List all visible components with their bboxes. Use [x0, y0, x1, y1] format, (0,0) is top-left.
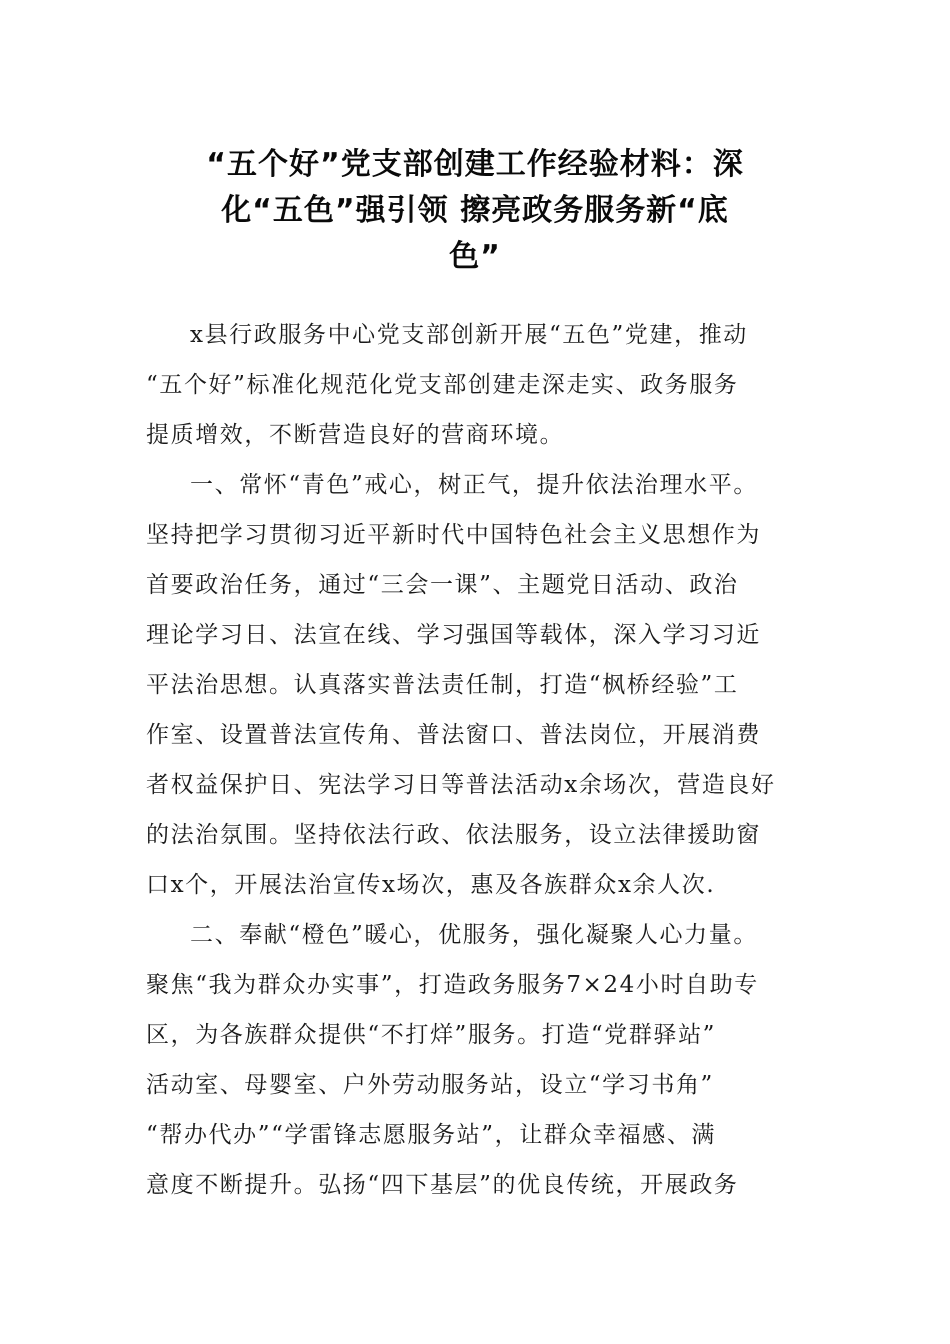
title-line: 化“五色”强引领 擦亮政务服务新“底: [221, 193, 729, 228]
text-line: 坚持把学习贯彻习近平新时代中国特色社会主义思想作为: [146, 522, 761, 548]
text-line: 提质增效，不断营造良好的营商环境。: [146, 422, 565, 448]
section-heading-line: 二、奉献“橙色”暖心，优服务，强化凝聚人心力量。: [190, 922, 758, 948]
document-title: [140, 142, 810, 280]
text-line: 首要政治任务，通过“三会一课”、主题党日活动、政治: [146, 572, 739, 598]
text-line: 平法治思想。认真落实普法责任制，打造“枫桥经验”工: [146, 672, 739, 698]
text-line: 口x个，开展法治宣传x场次，惠及各族群众x余人次.: [146, 872, 716, 898]
section-two-paragraph: [146, 910, 810, 1210]
text-line: 聚焦“我为群众办实事”，打造政务服务7×24小时自助专: [146, 972, 759, 998]
text-line: 意度不断提升。弘扬“四下基层”的优良传统，开展政务: [146, 1172, 739, 1198]
text-line: 的法治氛围。坚持依法行政、依法服务，设立法律援助窗: [146, 822, 761, 848]
intro-paragraph: [146, 310, 810, 460]
text-line: 者权益保护日、宪法学习日等普法活动x余场次，营造良好: [146, 772, 776, 798]
text-line: 作室、设置普法宣传角、普法窗口、普法岗位，开展消费: [146, 722, 761, 748]
title-line: “五个好”党支部创建工作经验材料：深: [206, 147, 744, 182]
text-line: 区，为各族群众提供“不打烊”服务。打造“党群驿站”: [146, 1022, 717, 1048]
text-line: 理论学习日、法宣在线、学习强国等载体，深入学习习近: [146, 622, 761, 648]
text-line: 活动室、母婴室、户外劳动服务站，设立“学习书角”: [146, 1072, 714, 1098]
title-line: 色”: [449, 239, 501, 274]
section-heading-line: 一、常怀“青色”戒心，树正气，提升依法治理水平。: [190, 472, 758, 498]
text-line: “帮办代办”“学雷锋志愿服务站”，让群众幸福感、满: [146, 1122, 717, 1148]
text-line: x县行政服务中心党支部创新开展“五色”党建，推动: [190, 322, 748, 348]
text-line: “五个好”标准化规范化党支部创建走深走实、政务服务: [146, 372, 739, 398]
section-one-paragraph: [146, 460, 810, 910]
document-body: [146, 310, 810, 1210]
